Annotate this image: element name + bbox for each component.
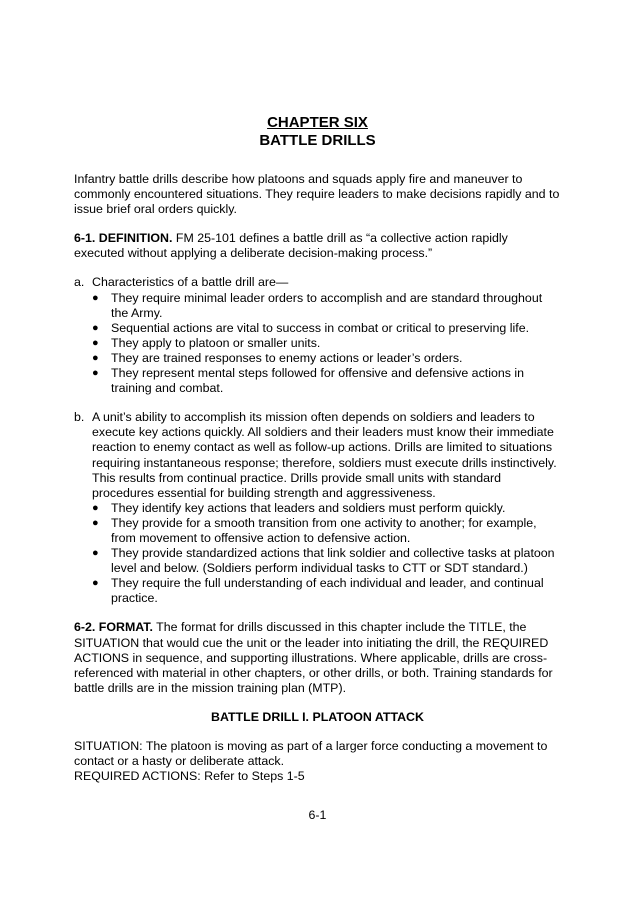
drill-required-actions: REQUIRED ACTIONS: Refer to Steps 1-5 <box>74 769 305 784</box>
chapter-number: CHAPTER SIX <box>267 114 368 131</box>
paragraph-b-letter: b. <box>74 410 85 425</box>
bullet-icon: ● <box>92 351 99 364</box>
page-number: 6-1 <box>308 808 327 822</box>
paragraph-a-bullets <box>74 291 561 397</box>
intro-paragraph: Infantry battle drills describe how platoons and squads apply fire and maneuver to commonly encountered situations. They require leaders to make decisions rapidly and to issue brief oral orders quickly. <box>74 172 560 217</box>
format-paragraph <box>74 620 561 695</box>
list-item: ● They require the full understanding of each individual and leader, and continual practice. <box>92 576 544 606</box>
list-item: ● They apply to platoon or smaller units. <box>92 335 321 350</box>
bullet-icon: ● <box>92 577 99 590</box>
list-item: ● They require minimal leader orders to accomplish and are standard throughout the Army. <box>92 290 543 320</box>
paragraph-b-bullets <box>74 501 561 607</box>
format-heading: 6-2. FORMAT. <box>74 620 153 635</box>
bullet-icon: ● <box>92 547 99 560</box>
definition-text: FM 25-101 defines a battle drill as “a collective action rapidly executed without applying a deliberate decision-making process.” <box>74 231 508 261</box>
list-item: ● They provide for a smooth transition from one activity to another; for example, from movement to offensive action to defensive action. <box>92 515 537 545</box>
paragraph-a <box>74 275 561 396</box>
bullet-icon: ● <box>92 336 99 349</box>
bullet-icon: ● <box>92 291 99 304</box>
list-item: ● They identify key actions that leaders and soldiers must perform quickly. <box>92 500 506 515</box>
bullet-icon: ● <box>92 516 99 529</box>
paragraph-b-text: A unit’s ability to accomplish its mission often depends on soldiers and leaders to execute key actions quickly. All soldiers and their leaders must know their immediate reaction to enemy contact as well as follow-up actions. Drills are limited to situations requiring instantaneous response; therefore, soldiers must execute drills instinctively. This results from continual practice. Drills provide small units with standard procedures essential for building strength and aggressiveness. <box>92 410 557 500</box>
bullet-icon: ● <box>92 501 99 514</box>
chapter-heading <box>74 114 561 150</box>
chapter-title: BATTLE DRILLS <box>259 132 376 149</box>
list-item: ● Sequential actions are vital to success in combat or critical to preserving life. <box>92 320 530 335</box>
drill-title: BATTLE DRILL I. PLATOON ATTACK <box>211 709 424 724</box>
format-text: The format for drills discussed in this chapter include the TITLE, the SITUATION that would cue the unit or the leader into initiating the drill, the REQUIRED ACTIONS in sequence, and supporting illustrations. Where applicable, drills are cross-referenced with material in other chapters, or other drills, or both. Training standards for battle drills are in the mission training plan (MTP). <box>74 620 553 695</box>
definition-paragraph <box>74 231 561 261</box>
list-item: ● They represent mental steps followed for offensive and defensive actions in training and combat. <box>92 366 525 396</box>
drill-situation: SITUATION: The platoon is moving as part of a larger force conducting a movement to contact or a hasty or deliberate attack. <box>74 739 548 769</box>
definition-heading: 6-1. DEFINITION. <box>74 231 173 246</box>
list-item: ● They provide standardized actions that link soldier and collective tasks at platoon level and below. (Soldiers perform individual tasks to CTT or SDT standard.) <box>92 546 555 576</box>
bullet-icon: ● <box>92 321 99 334</box>
document-page <box>74 114 561 784</box>
paragraph-a-text: Characteristics of a battle drill are— <box>92 275 289 290</box>
paragraph-a-letter: a. <box>74 275 85 290</box>
list-item: ● They are trained responses to enemy actions or leader’s orders. <box>92 350 463 365</box>
bullet-icon: ● <box>92 367 99 380</box>
paragraph-b <box>74 410 561 606</box>
